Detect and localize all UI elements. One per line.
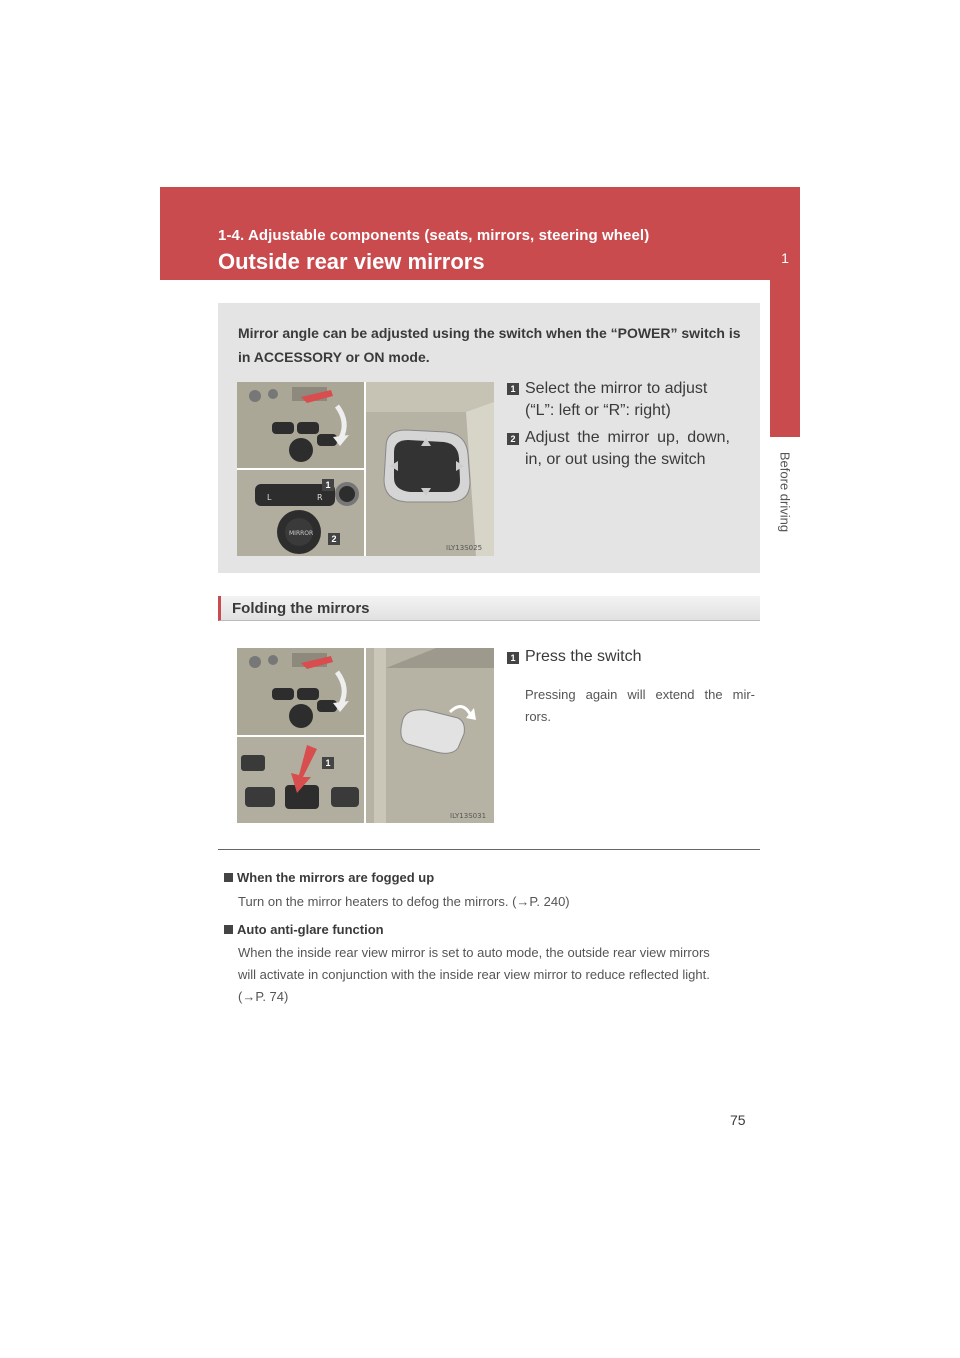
folding-illustration — [237, 648, 494, 823]
image-code: ILY13S031 — [450, 812, 487, 820]
chapter-label: Before driving — [777, 451, 793, 533]
callout-badge: 1 — [322, 479, 334, 491]
folding-heading — [218, 596, 760, 621]
folding-heading-label: Folding the mirrors — [232, 600, 370, 617]
step-text: Select the mirror to adjust (“L”: left or “R”: right) — [525, 380, 708, 419]
mirror-switch-photo — [237, 470, 364, 556]
section-divider — [218, 849, 760, 850]
note-heading: When the mirrors are fogged up — [224, 870, 434, 885]
page-title: Outside rear view mirrors — [218, 249, 485, 274]
intro-panel — [218, 303, 760, 573]
intro-text: Mirror angle can be adjusted using the switch when the “POWER” switch is in ACCESSORY or ON mode. — [238, 325, 741, 365]
note-heading: Auto anti-glare function — [224, 922, 384, 937]
section-label: 1-4. Adjustable components (seats, mirrors, steering wheel) — [218, 227, 650, 244]
folded-mirror-photo — [366, 648, 494, 823]
svg-text:L: L — [267, 493, 272, 502]
page-number: 75 — [730, 1112, 746, 1128]
switch-panel-photo — [237, 648, 364, 735]
note-body: When the inside rear view mirror is set to auto mode, the outside rear view mirrors will activate in conjunction with the inside rear view mirror to reduce reflected light. (→P. 74) — [238, 945, 710, 1004]
square-bullet-icon — [224, 873, 233, 882]
image-code: ILY13S025 — [446, 544, 483, 552]
switch-panel-photo — [237, 382, 364, 468]
section-header — [160, 187, 800, 280]
square-bullet-icon — [224, 925, 233, 934]
step-badge: 1 — [507, 652, 519, 664]
fold-switch-photo — [237, 737, 364, 823]
svg-text:MIRROR: MIRROR — [289, 530, 314, 537]
side-mirror-photo — [366, 382, 494, 556]
callout-badge: 1 — [322, 757, 334, 769]
chapter-tab — [770, 187, 800, 437]
chapter-number: 1 — [781, 250, 789, 266]
svg-text:R: R — [317, 493, 323, 502]
step-text: Adjust the mirror up, down, in, or out using the switch — [525, 429, 730, 468]
step-subtext: Pressing again will extend the mir- rors. — [525, 687, 755, 724]
step-text: Press the switch — [525, 648, 642, 665]
step-badge: 1 — [507, 383, 519, 395]
mirror-switch-illustration — [237, 382, 494, 556]
callout-badge: 2 — [328, 533, 340, 545]
note-body: Turn on the mirror heaters to defog the mirrors. (→P. 240) — [238, 894, 570, 909]
step-badge: 2 — [507, 433, 519, 445]
